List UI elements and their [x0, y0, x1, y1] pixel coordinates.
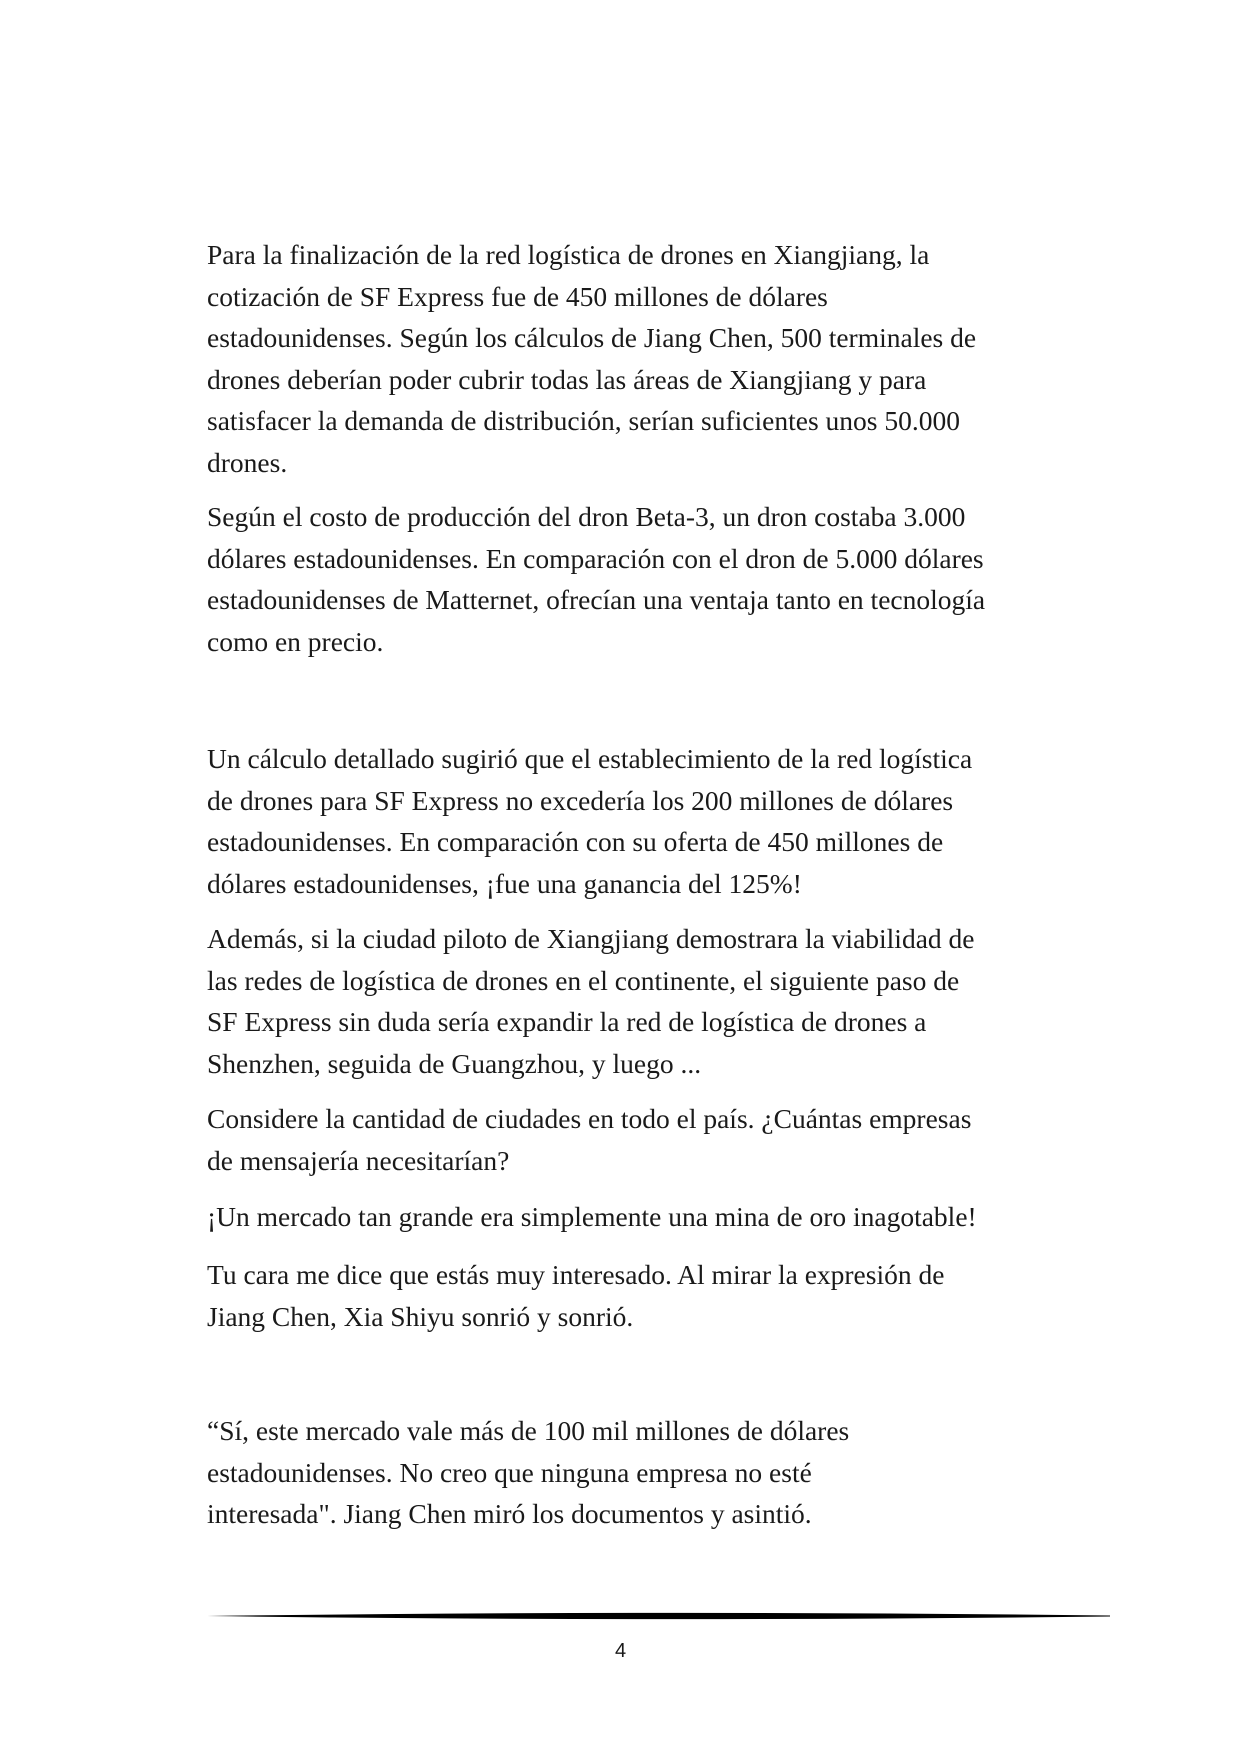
paragraph-3: Un cálculo detallado sugirió que el establecimiento de la red logística de drones para SF Express no excedería los 200 millones de dólares estadounidenses. En comparación con su oferta de 450 millones de dólares estadounidenses, ¡fue una ganancia del 125%!	[207, 743, 973, 899]
footer-divider	[207, 1610, 1110, 1622]
paragraph-1: Para la finalización de la red logística de drones en Xiangjiang, la cotización de SF Express fue de 450 millones de dólares estadounidenses. Según los cálculos de Jiang Chen, 500 terminales de drones deberían poder cubrir todas las áreas de Xiangjiang y para satisfacer la demanda de distribución, serían suficientes unos 50.000 drones.	[207, 239, 977, 478]
paragraph-4: Además, si la ciudad piloto de Xiangjiang demostrara la viabilidad de las redes de logística de drones en el continente, el siguiente paso de SF Express sin duda sería expandir la red de logística de drones a Shenzhen, seguida de Guangzhou, y luego ...	[207, 923, 975, 1079]
page-number: 4	[614, 1640, 627, 1662]
paragraph-5: Considere la cantidad de ciudades en todo el país. ¿Cuántas empresas de mensajería necesitarían?	[207, 1103, 972, 1176]
paragraph-7: Tu cara me dice que estás muy interesado. Al mirar la expresión de Jiang Chen, Xia Shiyu sonrió y sonrió.	[207, 1259, 945, 1332]
paragraph-6: ¡Un mercado tan grande era simplemente una mina de oro inagotable!	[207, 1201, 977, 1232]
paragraph-8: “Sí, este mercado vale más de 100 mil millones de dólares estadounidenses. No creo que ninguna empresa no esté interesada". Jiang Chen miró los documentos y asintió.	[207, 1415, 850, 1529]
paragraph-2: Según el costo de producción del dron Beta-3, un dron costaba 3.000 dólares estadounidenses. En comparación con el dron de 5.000 dólares estadounidenses de Matternet, ofrecían una ventaja tanto en tecnología como en precio.	[207, 501, 986, 657]
